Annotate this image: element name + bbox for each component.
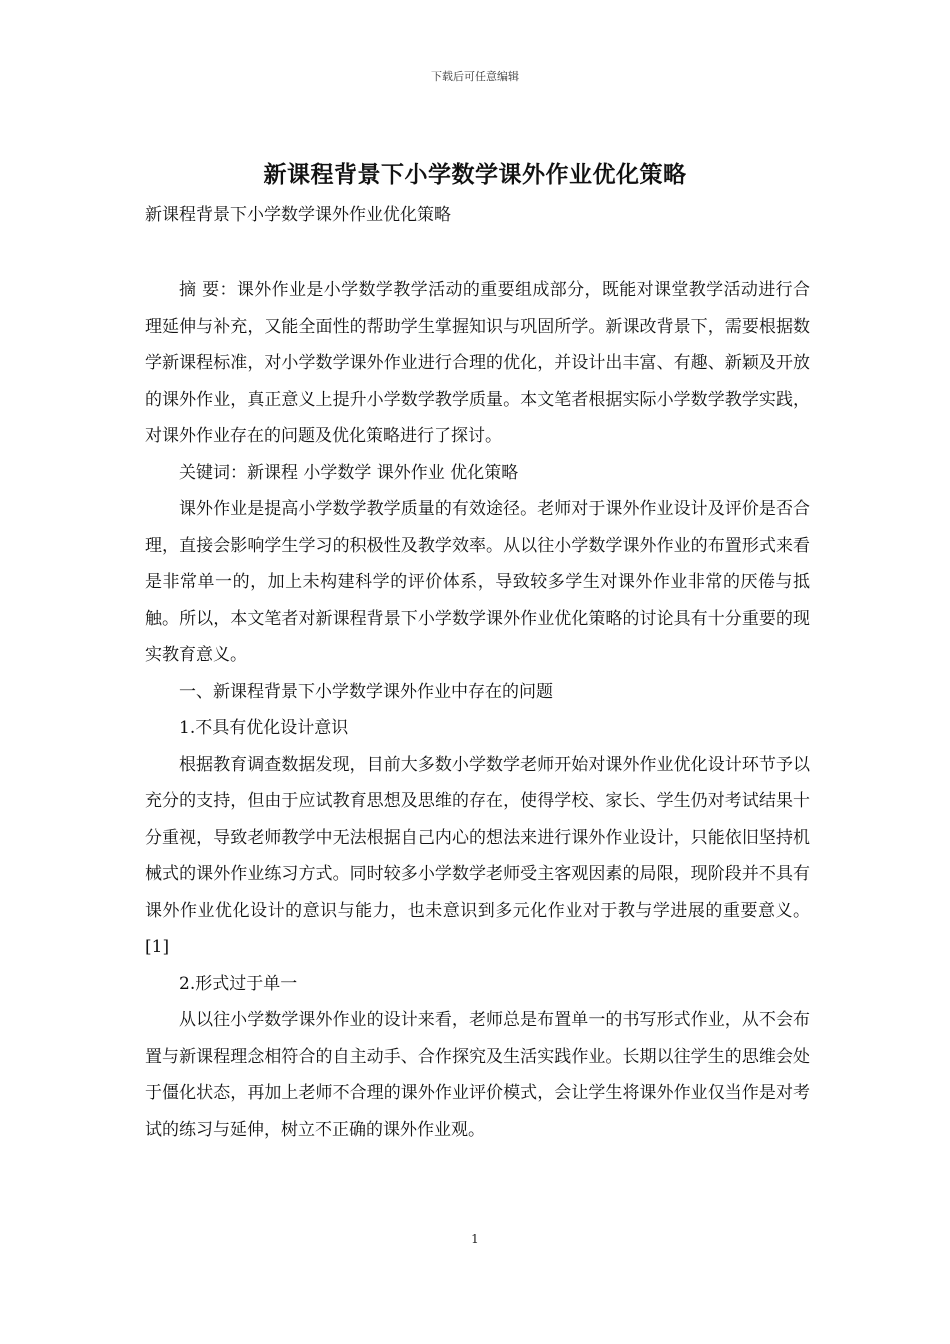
- page-number: 1: [471, 1232, 479, 1246]
- section-heading: 一、新课程背景下小学数学课外作业中存在的问题: [179, 681, 553, 702]
- body-paragraph: 根据教育调查数据发现，目前大多数小学数学老师开始对课外作业优化设计环节予以充分的支持，但由于应试教育思想及思维的存在，使得学校、家长、学生仍对考试结果十分重视，导致老师教学中无法根据自己内心的想法来进行课外作业设计，只能依旧坚持机械式的课外作业练习方式。同时较多小学数学老师受主客观因素的局限，现阶段并不具有课外作业优化设计的意识与能力，也未意识到多元化作业对于教与学进展的重要意义。[1]: [145, 754, 810, 957]
- subsection-heading: 1.不具有优化设计意识: [179, 718, 349, 738]
- page-header: 下载后可任意编辑: [431, 70, 519, 83]
- abstract-paragraph: 摘 要：课外作业是小学数学教学活动的重要组成部分，既能对课堂教学活动进行合理延伸与补充，又能全面性的帮助学生掌握知识与巩固所学。新课改背景下，需要根据数学新课程标准，对小学数学课外作业进行合理的优化，并设计出丰富、有趣、新颖及开放的课外作业，真正意义上提升小学数学教学质量。本文笔者根据实际小学数学教学实践，对课外作业存在的问题及优化策略进行了探讨。: [145, 280, 810, 446]
- body-paragraph: 从以往小学数学课外作业的设计来看，老师总是布置单一的书写形式作业，从不会布置与新课程理念相符合的自主动手、合作探究及生活实践作业。长期以往学生的思维会处于僵化状态，再加上老师不合理的课外作业评价模式，会让学生将课外作业仅当作是对考试的练习与延伸，树立不正确的课外作业观。: [145, 1010, 810, 1140]
- document-subtitle: 新课程背景下小学数学课外作业优化策略: [145, 205, 451, 225]
- subsection-heading: 2.形式过于单一: [179, 973, 298, 994]
- keywords-paragraph: 关键词：新课程 小学数学 课外作业 优化策略: [179, 462, 519, 483]
- document-body: [145, 272, 810, 1148]
- intro-paragraph: 课外作业是提高小学数学教学质量的有效途径。老师对于课外作业设计及评价是否合理，直接会影响学生学习的积极性及教学效率。从以往小学数学课外作业的布置形式来看是非常单一的，加上未构建科学的评价体系，导致较多学生对课外作业非常的厌倦与抵触。所以，本文笔者对新课程背景下小学数学课外作业优化策略的讨论具有十分重要的现实教育意义。: [145, 499, 810, 665]
- document-title: 新课程背景下小学数学课外作业优化策略: [263, 161, 687, 188]
